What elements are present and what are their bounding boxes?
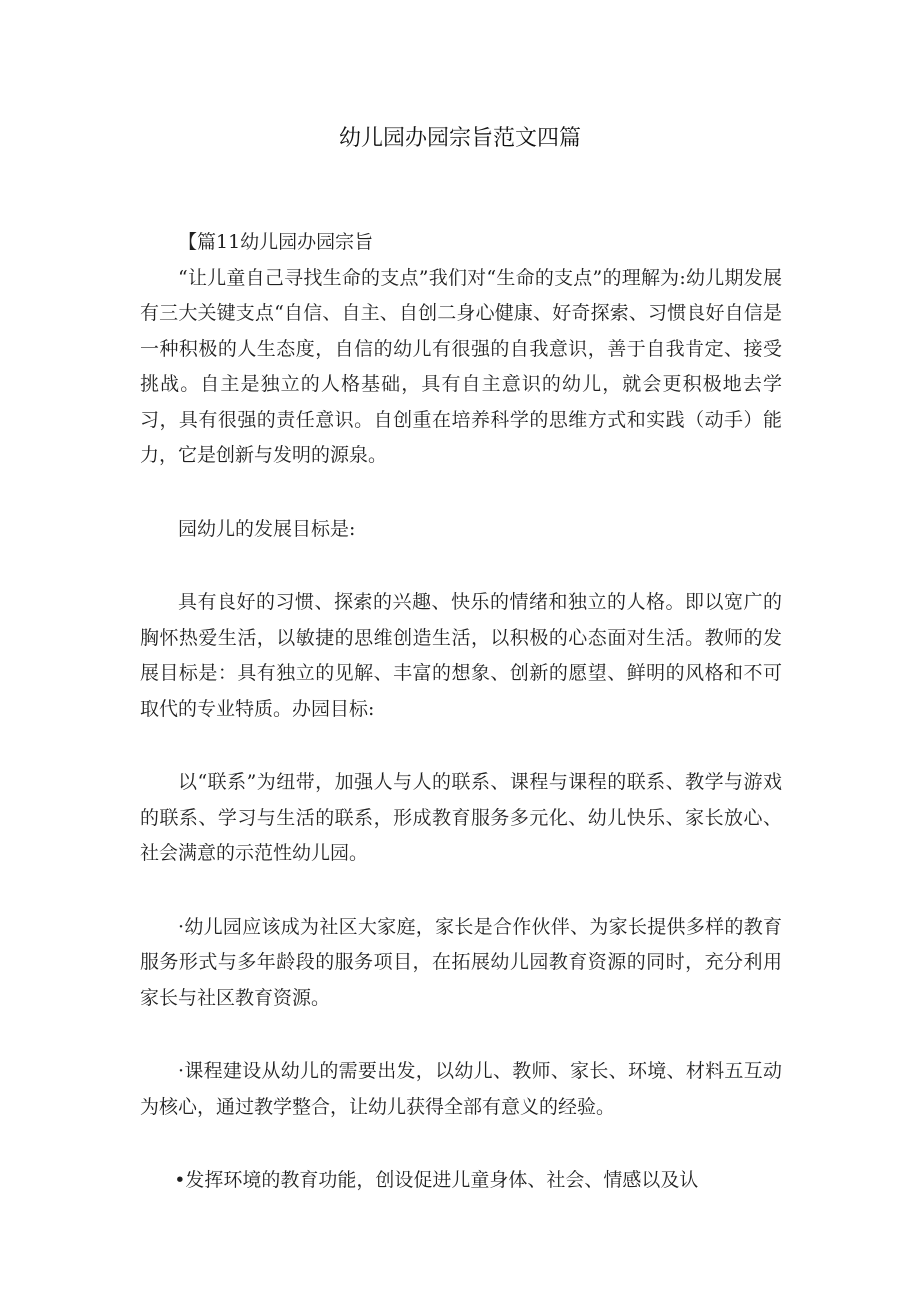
paragraph-child-goals: 具有良好的习惯、探索的兴趣、快乐的情绪和独立的人格。即以宽广的胸怀热爱生活，以敏捷的思维创造生活，以积极的心态面对生活。教师的发展目标是：具有独立的见解、丰富的想象、创新的愿望、鲜明的风格和不可取代的专业特质。办园目标: (140, 591, 782, 720)
paragraph-connection: 以“联系”为纽带，加强人与人的联系、课程与课程的联系、教学与游戏的联系、学习与生活的联系，形成教育服务多元化、幼儿快乐、家长放心、社会满意的示范性幼儿园。 (140, 771, 782, 864)
paragraph-gap (140, 872, 782, 910)
paragraph-environment: •发挥环境的教育功能，创设促进儿童身体、社会、情感以及认 (174, 1169, 699, 1191)
document-title: 幼儿园办园宗旨范文四篇 (338, 126, 581, 151)
paragraph-gap (140, 727, 782, 765)
paragraph-gap (140, 1016, 782, 1054)
section-heading: 【篇11幼儿园办园宗旨 (178, 231, 374, 253)
paragraph-gap (140, 474, 782, 512)
paragraph-life-pivot: “让儿童自己寻找生命的支点”我们对“生命的支点”的理解为:幼儿期发展有三大关键支点“自信、自主、自创二身心健康、好奇探索、习惯良好自信是一种积极的人生态度，自信的幼儿有很强的自我意识，善于自我肯定、接受挑战。自主是独立的人格基础，具有自主意识的幼儿，就会更积极地去学习，具有很强的责任意识。自创重在培养科学的思维方式和实践（动手）能力，它是创新与发明的源泉。 (140, 266, 782, 466)
document-body (140, 225, 782, 1199)
paragraph-curriculum: ·课程建设从幼儿的需要出发，以幼儿、教师、家长、环境、材料五互动为核心，通过教学整合，让幼儿获得全部有意义的经验。 (140, 1060, 782, 1118)
paragraph-community: ·幼儿园应该成为社区大家庭，家长是合作伙伴、为家长提供多样的教育服务形式与多年龄段的服务项目，在拓展幼儿园教育资源的同时，充分利用家长与社区教育资源。 (140, 915, 782, 1009)
paragraph-child-goal-heading: 园幼儿的发展目标是: (178, 517, 356, 540)
paragraph-gap (140, 1125, 782, 1163)
paragraph-gap (140, 547, 782, 585)
